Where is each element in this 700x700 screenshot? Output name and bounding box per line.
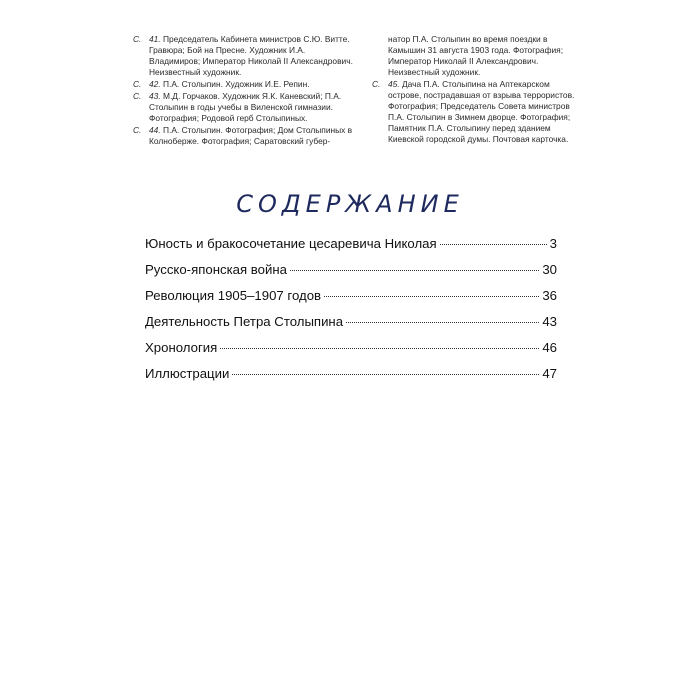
note-text: Дача П.А. Столыпина на Аптекарском острове, пострадавшая от взрыва террористов. Фотография; Председатель Совета министров П.А. Столыпин в Зимнем дворце. Фотография; Памятник П.А. Столыпину перед зданием Киевской городской думы. Почтовая карточка.: [388, 79, 575, 144]
illustration-notes-right: [372, 34, 576, 146]
note-page-marker: С.: [133, 125, 142, 135]
toc-entry-label: Русско-японская война: [145, 262, 287, 277]
note-number: 43.: [149, 91, 161, 101]
note-page-marker: С.: [372, 79, 381, 89]
toc-entry-page: 3: [549, 236, 557, 251]
toc-entry[interactable]: [145, 236, 557, 262]
toc-entry-page: 46: [542, 340, 557, 355]
note-41: [133, 34, 355, 78]
toc-entry[interactable]: [145, 262, 557, 288]
toc-leader-dots: [220, 348, 539, 349]
toc-leader-dots: [232, 374, 539, 375]
note-page-marker: С.: [133, 34, 142, 44]
toc-entry-label: Деятельность Петра Столыпина: [145, 314, 344, 329]
toc-leader-dots: [346, 322, 539, 323]
toc-entry-page: 36: [542, 288, 557, 303]
note-number: 41.: [149, 34, 161, 44]
illustration-notes-left: [133, 34, 355, 148]
toc-title: СОДЕРЖАНИЕ: [236, 190, 464, 218]
note-page-marker: С.: [133, 91, 142, 101]
note-text: П.А. Столыпин. Фотография; Дом Столыпиных в Колноберже. Фотография; Саратовский губер-: [149, 125, 353, 146]
toc-leader-dots: [440, 244, 547, 245]
toc-entry-label: Юность и бракосочетание цесаревича Николая: [145, 236, 437, 251]
note-number: 45.: [388, 79, 400, 89]
note-text: натор П.А. Столыпин во время поездки в Камышин 31 августа 1903 года. Фотография; Император Николай II Александрович. Неизвестный художник.: [388, 34, 564, 77]
toc-entry[interactable]: [145, 288, 557, 314]
note-number: 42.: [149, 79, 161, 89]
toc-entry-page: 43: [542, 314, 557, 329]
toc-entry[interactable]: [145, 366, 557, 392]
toc-entry[interactable]: [145, 340, 557, 366]
note-45: [372, 79, 576, 145]
note-text: Председатель Кабинета министров С.Ю. Витте. Гравюра; Бой на Пресне. Художник И.А. Владимиров; Император Николай II Александрович. Неизвестный художник.: [149, 34, 353, 77]
note-number: 44.: [149, 125, 161, 135]
toc-leader-dots: [324, 296, 539, 297]
toc-entry-label: Иллюстрации: [145, 366, 230, 381]
note-text: П.А. Столыпин. Художник И.Е. Репин.: [162, 79, 310, 89]
note-page-marker: С.: [133, 79, 142, 89]
note-44-continued: [372, 34, 576, 78]
toc-leader-dots: [290, 270, 539, 271]
toc-entry-page: 47: [542, 366, 557, 381]
toc-entry[interactable]: [145, 314, 557, 340]
toc-entry-page: 30: [542, 262, 557, 277]
note-44: [133, 125, 355, 147]
toc-entry-label: Революция 1905–1907 годов: [145, 288, 322, 303]
note-text: М.Д. Горчаков. Художник Я.К. Каневский; П.А. Столыпин в годы учебы в Виленской гимназии. Фотография; Родовой герб Столыпиных.: [149, 91, 342, 123]
note-42: [133, 79, 355, 90]
table-of-contents: [145, 236, 557, 392]
note-43: [133, 91, 355, 124]
toc-entry-label: Хронология: [145, 340, 218, 355]
